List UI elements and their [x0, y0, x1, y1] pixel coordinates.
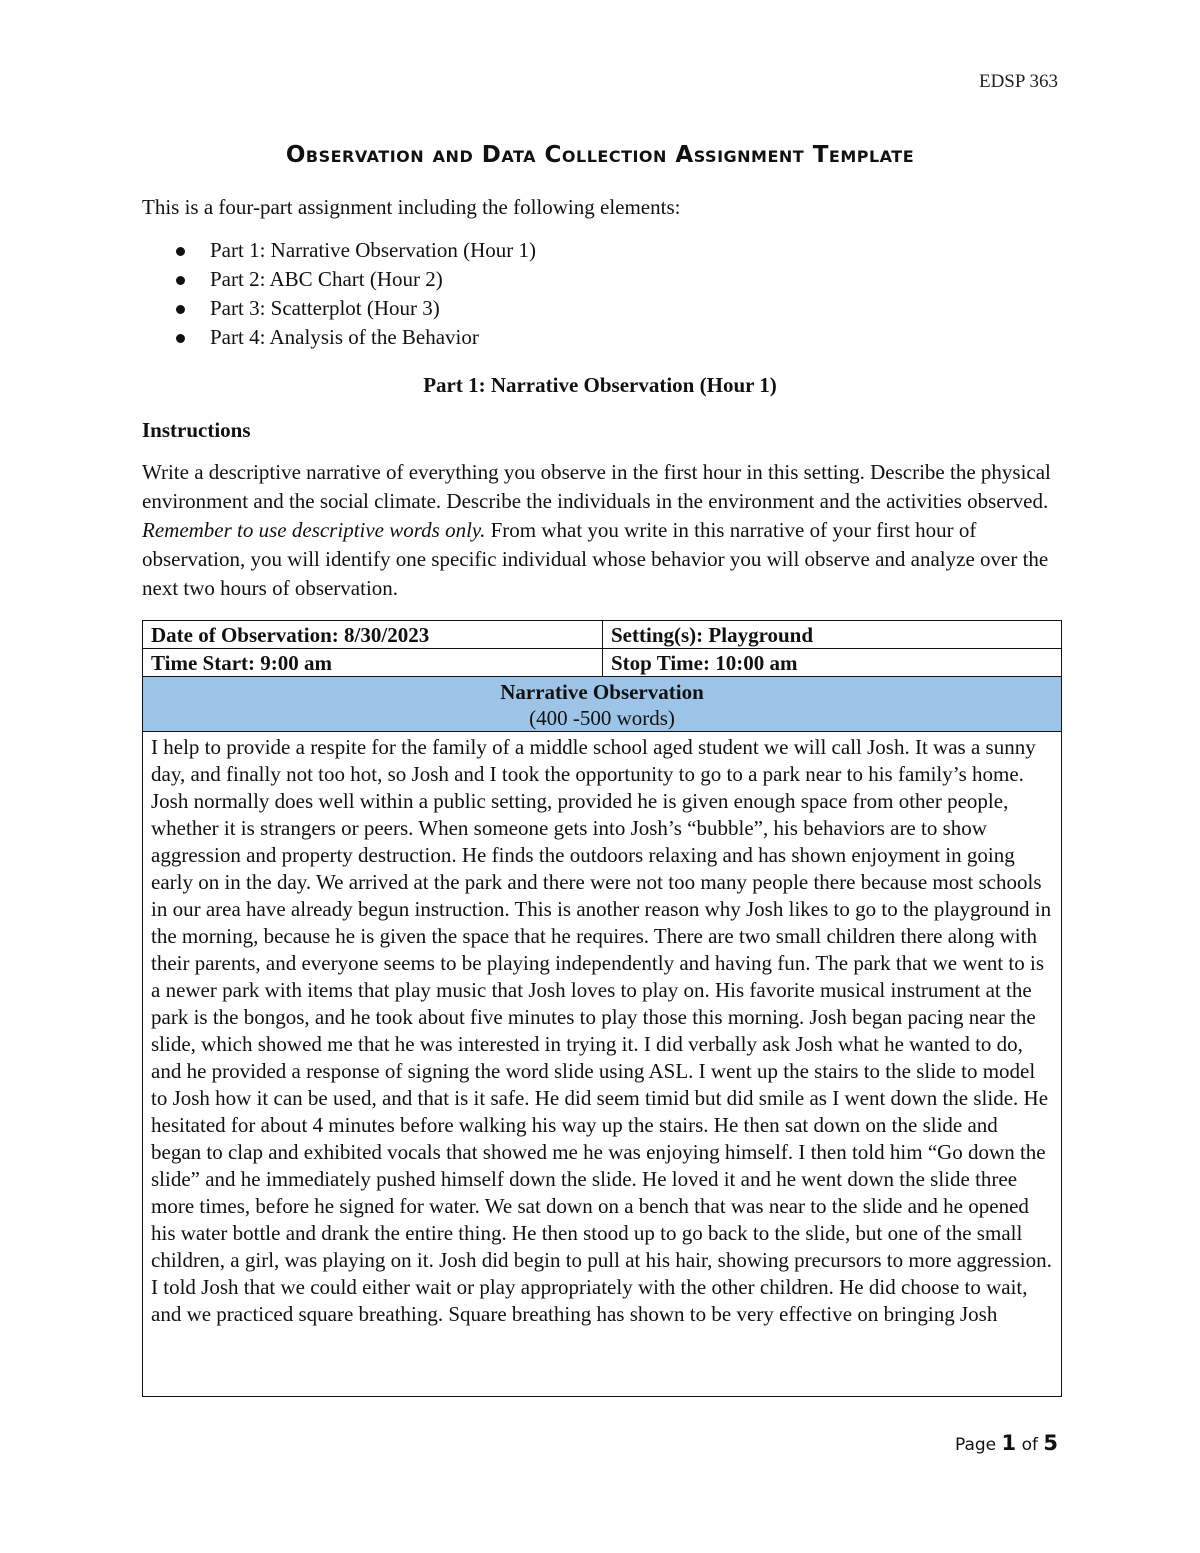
document-title: Observation and Data Collection Assignment Template — [285, 142, 915, 168]
intro-text: This is a four-part assignment including the following elements: — [142, 195, 681, 219]
bullet-icon — [176, 305, 185, 314]
setting-field: Setting(s): Playground — [611, 623, 814, 647]
list-item-label: Part 1: Narrative Observation (Hour 1) — [210, 238, 536, 262]
date-of-observation: Date of Observation: 8/30/2023 — [143, 621, 603, 648]
instructions-text-part: Write a descriptive narrative of everything you observe in the first hour in this setting. Describe the physical environment and the social climate. Describe the individuals in the environment and the activities observed. — [142, 460, 1051, 513]
list-item-label: Part 4: Analysis of the Behavior — [210, 325, 479, 349]
list-item-label: Part 3: Scatterplot (Hour 3) — [210, 296, 440, 320]
narrative-band — [143, 677, 1061, 732]
narrative-band-subtitle: (400 -500 words) — [529, 706, 675, 730]
list-item — [172, 294, 536, 323]
instructions-heading: Instructions — [142, 418, 251, 442]
bullet-icon — [176, 334, 185, 343]
table-row — [143, 649, 1061, 677]
list-item — [172, 265, 536, 294]
page-word: Page — [954, 1435, 997, 1455]
time-start: Time Start: 9:00 am — [143, 649, 603, 676]
section-heading: Part 1: Narrative Observation (Hour 1) — [423, 373, 777, 397]
page-number: 1 — [1001, 1431, 1017, 1455]
list-item-label: Part 2: ABC Chart (Hour 2) — [210, 267, 443, 291]
instructions-emphasis: Remember to use descriptive words only. — [142, 518, 486, 542]
instructions-text — [142, 458, 1067, 603]
bullet-icon — [176, 276, 185, 285]
stop-time: Stop Time: 10:00 am — [611, 651, 798, 675]
table-row — [143, 621, 1061, 649]
of-word: of — [1021, 1435, 1038, 1455]
course-code: EDSP 363 — [978, 71, 1058, 92]
total-pages: 5 — [1043, 1431, 1058, 1455]
observation-table — [142, 620, 1062, 1397]
list-item — [172, 323, 536, 352]
instructions-text-part: From what you write in this narrative of your first hour of observation, you will identify one specific individual whose behavior you will observe and analyze over the next two hours of observation. — [142, 518, 1049, 600]
narrative-band-title: Narrative Observation — [500, 680, 704, 704]
list-item — [172, 236, 536, 265]
narrative-text: I help to provide a respite for the family of a middle school aged student we will call Josh. It was a sunny day, and finally not too hot, so Josh and I took the opportunity to go to a park near to his family’s home. Josh normally does well within a public setting, provided he is given enough space from other people, whether it is strangers or peers. When someone gets into Josh’s “bubble”, his behaviors are to show aggression and property destruction. He finds the outdoors relaxing and has shown enjoyment in going early on in the day. We arrived at the park and there were not too many people there because most schools in our area have already begun instruction. This is another reason why Josh likes to go to the playground in the morning, because he is given the space that he requires. There are two small children there along with their parents, and everyone seems to be playing independently and having fun. The park that we went to is a newer park with items that play music that Josh loves to play on. His favorite musical instrument at the park is the bongos, and he took about five minutes to play those this morning. Josh began pacing near the slide, which showed me that he was interested in trying it. I did verbally ask Josh what he wanted to do, and he provided a response of signing the word slide using ASL. I went up the stairs to the slide to model to Josh how it can be used, and that is it safe. He did seem timid but did smile as I went down the slide. He hesitated for about 4 minutes before walking his way up the stairs. He then sat down on the slide and began to clap and exhibited vocals that showed me he was enjoying himself. I then told him “Go down the slide” and he immediately pushed himself down the slide. He loved it and he went down the slide three more times, before he signed for water. We sat down on a bench that was near to the slide and he opened his water bottle and drank the entire thing. He then stood up to go back to the slide, but one of the small children, a girl, was playing on it. Josh did begin to pull at his hair, showing precursors to more aggression. I told Josh that we could either wait or play appropriately with the other children. He did choose to wait, and we practiced square breathing. Square breathing has shown to be very effective on bringing Josh — [151, 735, 1052, 1326]
parts-list — [172, 236, 536, 352]
page-footer — [955, 1431, 1058, 1455]
bullet-icon — [176, 247, 185, 256]
